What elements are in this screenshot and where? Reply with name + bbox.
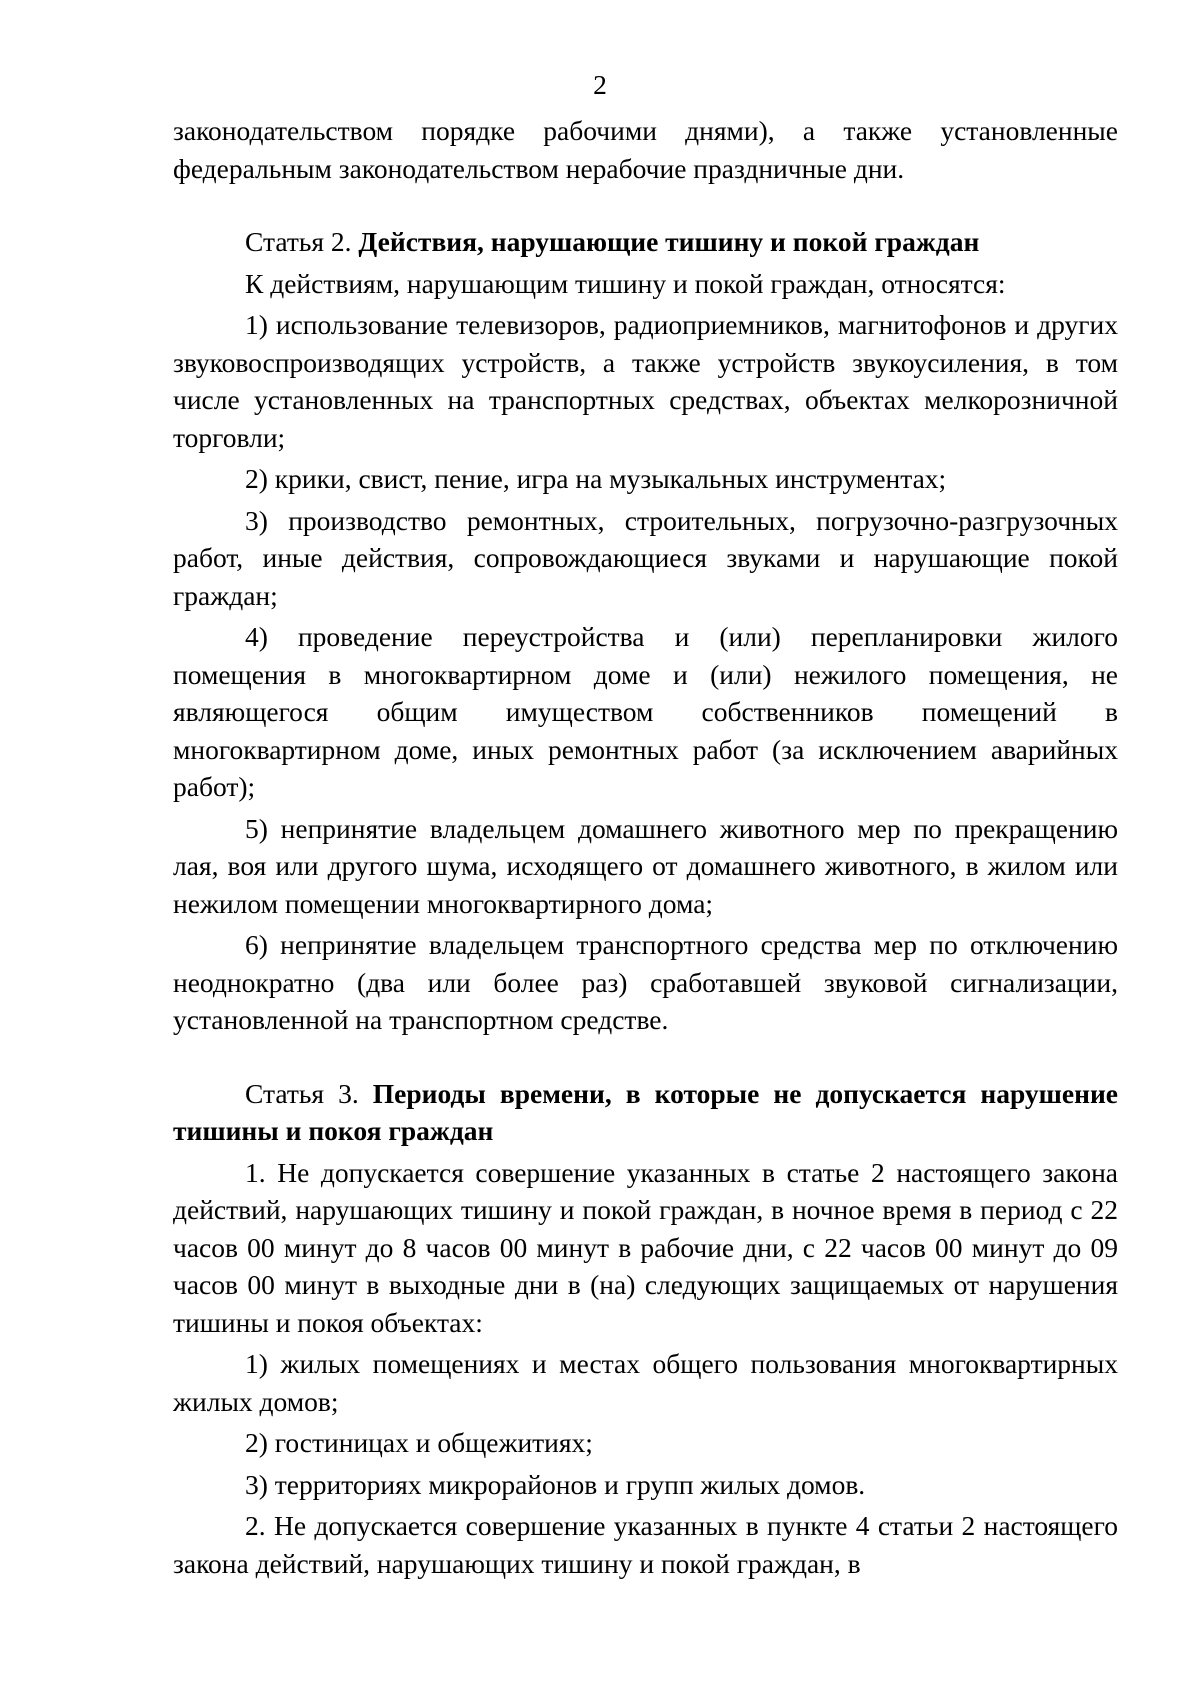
article-2-heading [173, 223, 1118, 261]
article-3-heading [173, 1075, 1118, 1150]
article-2-lead: К действиям, нарушающим тишину и покой граждан, относятся: [245, 267, 1006, 299]
intro-paragraph: законодательством порядке рабочими днями), а также установленные федеральным законодательством нерабочие праздничные дни. [173, 115, 1118, 184]
page-number: 2 [593, 69, 607, 100]
article-3-item-2: 2) гостиницах и общежитиях; [245, 1427, 593, 1458]
article-2-item-2: 2) крики, свист, пение, игра на музыкальных инструментах; [245, 463, 947, 494]
article-2-item-6: 6) непринятие владельцем транспортного средства мер по отключению неоднократно (два или более раз) сработавшей звуковой сигнализации, установленной на транспортном средстве. [173, 929, 1118, 1035]
article-3-title: Периоды времени, в которые не допускается нарушение тишины и покоя граждан [173, 1077, 1118, 1146]
article-2-item-1: 1) использование телевизоров, радиоприемников, магнитофонов и других звуковоспроизводящих устройств, а также устройств звукоусиления, в том числе установленных на транспортных средствах, объектах мелкорозничной торговли; [173, 309, 1118, 453]
article-3-item-3: 3) территориях микрорайонов и групп жилых домов. [245, 1468, 866, 1500]
article-2-item-3: 3) производство ремонтных, строительных, погрузочно-разгрузочных работ, иные действия, сопровождающиеся звуками и нарушающие покой граждан; [173, 504, 1118, 611]
article-3-item-1: 1) жилых помещениях и местах общего пользования многоквартирных жилых домов; [173, 1348, 1118, 1417]
article-2-label: Статья 2. [245, 226, 352, 257]
article-2-item-5: 5) непринятие владельцем домашнего животного мер по прекращению лая, воя или другого шума, исходящего от домашнего животного, в жилом или нежилом помещении многоквартирного дома; [173, 812, 1118, 919]
article-3-label: Статья 3. [245, 1077, 359, 1109]
article-3-paragraph-2: 2. Не допускается совершение указанных в пункте 4 статьи 2 настоящего закона действий, нарушающих тишину и покой граждан, в [173, 1510, 1118, 1579]
article-2-item-4: 4) проведение переустройства и (или) перепланировки жилого помещения в многоквартирном доме и (или) нежилого помещения, не являющегося общим имуществом собственников помещений в многоквартирном доме, иных ремонтных работ (за исключением аварийных работ); [173, 621, 1118, 802]
article-3-paragraph-1: 1. Не допускается совершение указанных в статье 2 настоящего закона действий, нарушающих тишину и покой граждан, в ночное время в период с 22 часов 00 минут до 8 часов 00 минут в рабочие дни, с 22 часов 00 минут до 09 часов 00 минут в выходные дни в (на) следующих защищаемых от нарушения тишины и покоя объектах: [173, 1156, 1118, 1338]
document-body [173, 112, 1118, 1582]
article-2-title: Действия, нарушающие тишину и покой граждан [358, 226, 980, 257]
